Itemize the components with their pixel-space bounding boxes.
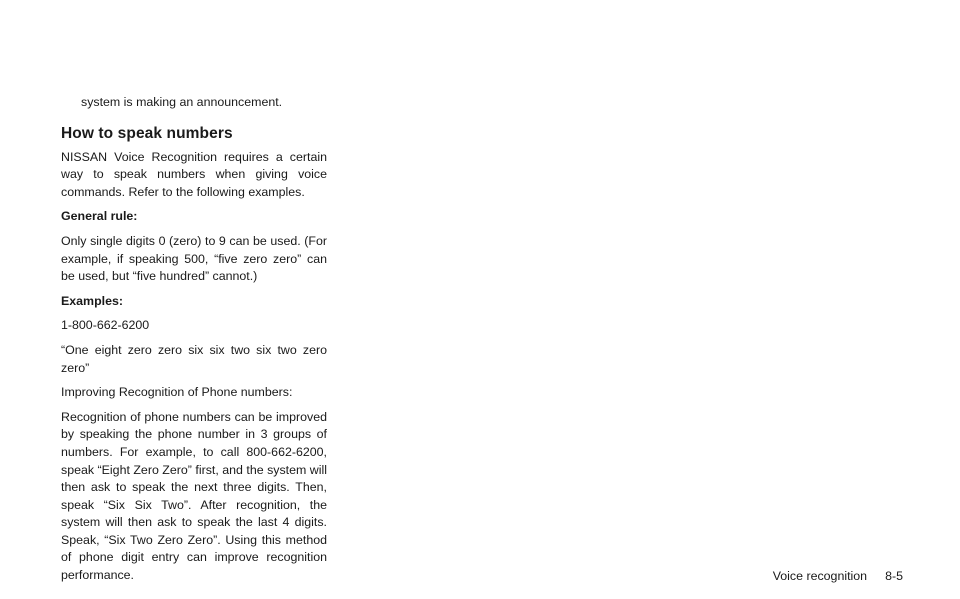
intro-paragraph: NISSAN Voice Recognition requires a certain way to speak numbers when giving voice commands. Refer to the following examples. xyxy=(61,149,327,199)
general-rule-heading: General rule: xyxy=(61,209,138,224)
improving-heading: Improving Recognition of Phone numbers: xyxy=(61,385,293,400)
improving-paragraph: Recognition of phone numbers can be improved by speaking the phone number in 3 groups of numbers. For example, to call 800-662-6200, speak “Eight Zero Zero” first, and the system will then ask to speak the next three digits. Then, speak “Six Six Two”. After recognition, the system will then ask to speak the last 4 digits. Speak, “Six Two Zero Zero”. Using this method of phone digit entry can improve recognition performance. xyxy=(61,409,327,583)
text-column xyxy=(61,94,327,592)
examples-heading: Examples: xyxy=(61,293,123,308)
example-phone-number: 1-800-662-6200 xyxy=(61,318,150,333)
footer-chapter-title: Voice recognition xyxy=(772,569,868,583)
section-heading: How to speak numbers xyxy=(61,124,233,142)
footer-page-number: 8-5 xyxy=(885,569,903,583)
general-rule-paragraph: Only single digits 0 (zero) to 9 can be used. (For example, if speaking 500, “five zero zero” can be used, but “five hundred” cannot.) xyxy=(61,233,327,284)
page-footer xyxy=(773,568,903,584)
continued-sentence: system is making an announcement. xyxy=(81,95,283,109)
example-spoken-form: “One eight zero zero six six two six two zero zero” xyxy=(61,342,327,375)
